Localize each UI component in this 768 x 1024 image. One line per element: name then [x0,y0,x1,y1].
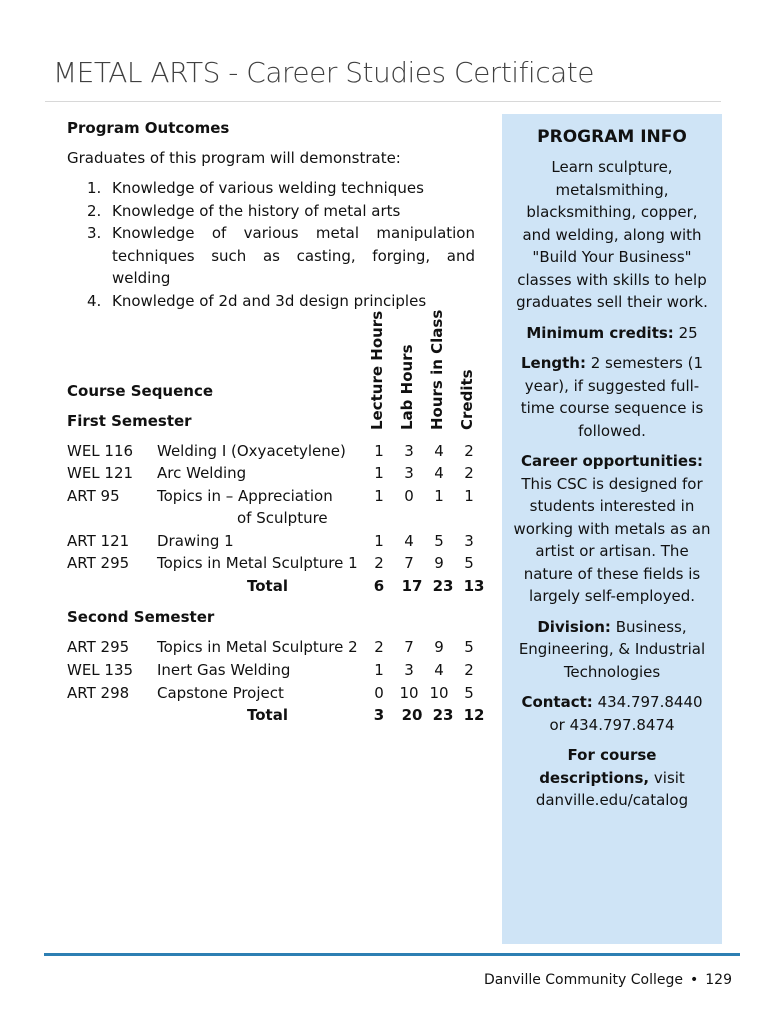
program-length: Length: 2 semesters (1 year), if suggested full-time course sequence is followed. [520,354,704,440]
total-row: Total 6 17 23 13 [247,577,485,595]
college-name: Danville Community College [484,972,683,988]
course-sequence-heading: Course Sequence [67,382,214,400]
contact: Contact: 434.797.8440 or 434.797.8474 [521,693,703,734]
table-row: ART 295 Topics in Metal Sculpture 2 2 7 9 5 [67,638,474,656]
table-row: WEL 116 Welding I (Oxyacetylene) 1 3 4 2 [67,442,474,460]
table-row: ART 121 Drawing 1 1 4 5 3 [67,532,474,550]
table-row: ART 298 Capstone Project 0 10 10 5 [67,684,474,702]
total-row: Total 3 20 23 12 [247,706,485,724]
division: Division: Business, Engineering, & Industrial Technologies [518,617,706,681]
list-item: 3. Knowledge of various metal manipulation techniques such as casting, forging, and welding [87,224,475,287]
bullet-separator: • [690,972,699,988]
table-row: WEL 121 Arc Welding 1 3 4 2 [67,464,474,482]
list-item: 2. Knowledge of the history of metal arts [87,201,401,220]
column-header-credits: Credits [458,369,476,430]
outcomes-list [67,177,475,312]
career-opportunities: Career opportunities: This CSC is designed for students interested in working with metals as an artist or artisan. The nature of these fields is largely self-employed. [513,452,711,605]
column-header-lecture: Lecture Hours [368,310,386,430]
table-row: WEL 135 Inert Gas Welding 1 3 4 2 [67,661,474,679]
second-semester-heading: Second Semester [67,608,215,626]
program-description: Learn sculpture, metalsmithing, blacksmithing, copper, and welding, along with "Build Your Business" classes with skills to help graduates sell their work. [516,158,708,311]
minimum-credits: Minimum credits: 25 [526,323,698,342]
course-descriptions: For course descriptions, visit danville.edu/catalog [535,746,689,809]
column-header-lab: Lab Hours [398,344,416,430]
title-divider [45,101,721,102]
outcomes-intro: Graduates of this program will demonstrate: [67,149,401,167]
list-item: 1. Knowledge of various welding techniques [87,179,424,197]
footer-divider [44,953,740,956]
page-footer [484,972,732,988]
program-info-heading: PROGRAM INFO [537,127,687,147]
program-info-sidebar [502,114,722,944]
table-row: ART 95 Topics in – Appreciation of Sculpture 1 0 1 1 [67,487,474,527]
list-item: 4. Knowledge of 2d and 3d design principles [87,291,427,310]
page-number: 129 [705,972,732,988]
table-row: ART 295 Topics in Metal Sculpture 1 2 7 9 5 [67,554,474,572]
page-title: METAL ARTS - Career Studies Certificate [53,56,594,89]
column-header-class: Hours in Class [428,309,446,430]
first-semester-heading: First Semester [67,412,192,430]
outcomes-heading: Program Outcomes [67,119,230,137]
